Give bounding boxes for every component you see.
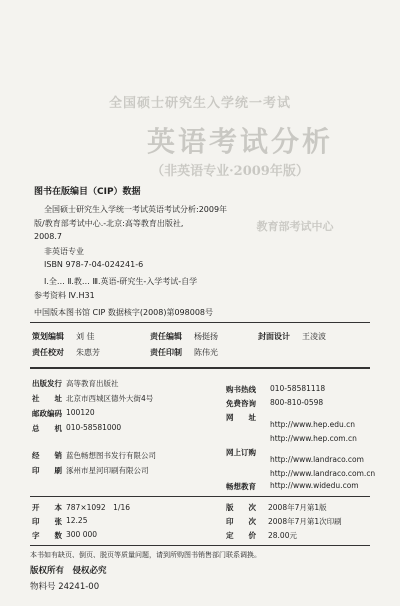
postcode-label: 邮政编码 <box>32 409 62 418</box>
item-number: 物料号 24241-00 <box>30 582 100 592</box>
cip-line: 参考资料 Ⅳ.H31 <box>34 291 95 300</box>
online-order-label: 网上订购 <box>226 448 256 457</box>
format-value: 787×1092 1/16 <box>66 503 131 512</box>
print-supervisor-label: 责任印制 <box>150 348 182 357</box>
cip-line: 非英语专业 <box>44 247 84 256</box>
ghost-book-title: 英语考试分析 <box>146 125 333 158</box>
price-value: 28.00元 <box>268 531 297 540</box>
postcode-value: 100120 <box>66 408 95 417</box>
wordcount-label: 字 数 <box>32 531 62 540</box>
switchboard-label: 总 机 <box>32 424 62 433</box>
printer-label: 印 刷 <box>32 466 62 475</box>
cover-designer <box>258 331 326 342</box>
format-label: 开 本 <box>32 503 62 512</box>
plan-editor-label: 策划编辑 <box>32 332 64 341</box>
ghost-series-title: 全国硕士研究生入学统一考试 <box>108 96 291 111</box>
widedu-link[interactable]: http://www.widedu.com <box>270 481 359 490</box>
print-supervisor <box>150 347 218 358</box>
price-label: 定 价 <box>226 531 256 540</box>
publisher-label: 出版发行 <box>32 379 62 388</box>
resp-editor-name: 杨挺扬 <box>194 332 218 341</box>
ghost-publisher: 教育部考试中心 <box>256 220 334 233</box>
consult-label: 免费咨询 <box>226 399 256 408</box>
proofreader <box>32 347 100 358</box>
hotline-value: 010-58581118 <box>270 384 326 393</box>
printing-value: 2008年7月第1次印刷 <box>268 517 342 526</box>
address-value: 北京市西城区德外大街4号 <box>66 394 154 403</box>
online-order-link[interactable]: http://www.landraco.com <box>270 455 364 464</box>
website-label: 网 址 <box>226 413 256 422</box>
divider <box>30 367 370 369</box>
ghost-subtitle: （非英语专业·2009年版） <box>151 164 309 179</box>
cip-heading: 图书在版编目（CIP）数据 <box>34 187 141 197</box>
publisher-value: 高等教育出版社 <box>66 379 119 388</box>
proofreader-label: 责任校对 <box>32 348 64 357</box>
distributor-value: 蓝色畅想图书发行有限公司 <box>66 451 156 460</box>
website-link[interactable]: http://www.hep.edu.cn <box>270 420 355 429</box>
print-supervisor-name: 陈伟光 <box>194 348 218 357</box>
cip-line: 全国硕士研究生入学统一考试英语考试分析:2009年 <box>44 205 228 214</box>
cip-line: 2008.7 <box>34 232 62 241</box>
wordcount-value: 300 000 <box>66 530 98 539</box>
cover-designer-name: 王凌波 <box>302 332 326 341</box>
edition-label: 版 次 <box>226 503 256 512</box>
hotline-label: 购书热线 <box>226 385 256 394</box>
printing-label: 印 次 <box>226 517 256 526</box>
resp-editor <box>150 331 218 342</box>
plan-editor <box>32 331 95 342</box>
address-label: 社 址 <box>32 394 62 403</box>
cover-designer-label: 封面设计 <box>258 332 290 341</box>
cip-line: 版/教育部考试中心.-北京:高等教育出版社, <box>34 219 184 228</box>
printer-value: 涿州市星河印刷有限公司 <box>66 466 149 475</box>
sheets-label: 印 张 <box>32 517 62 526</box>
cip-record-number: 中国版本图书馆 CIP 数据核字(2008)第098008号 <box>34 308 213 317</box>
rights-reserved: 版权所有 侵权必究 <box>30 566 107 576</box>
website-link[interactable]: http://www.hep.com.cn <box>270 434 357 443</box>
cip-isbn: ISBN 978-7-04-024241-6 <box>44 260 144 269</box>
sheets-value: 12.25 <box>66 516 88 525</box>
proofreader-name: 朱惠芳 <box>76 348 100 357</box>
plan-editor-name: 刘 佳 <box>76 332 95 341</box>
online-order-link[interactable]: http://www.landraco.com.cn <box>270 469 376 478</box>
widedu-label: 畅想教育 <box>226 482 256 491</box>
quality-notice: 本书如有缺页、倒页、脱页等质量问题，请到所购图书销售部门联系调换。 <box>30 551 261 559</box>
divider <box>30 322 370 323</box>
divider <box>30 545 370 546</box>
consult-value: 800-810-0598 <box>270 398 324 407</box>
cip-line: Ⅰ.全… Ⅱ.教… Ⅲ.英语-研究生-入学考试-自学 <box>44 277 198 286</box>
switchboard-value: 010-58581000 <box>66 423 122 432</box>
distributor-label: 经 销 <box>32 451 62 460</box>
resp-editor-label: 责任编辑 <box>150 332 182 341</box>
divider <box>30 496 370 497</box>
edition-value: 2008年7月第1版 <box>268 503 327 512</box>
